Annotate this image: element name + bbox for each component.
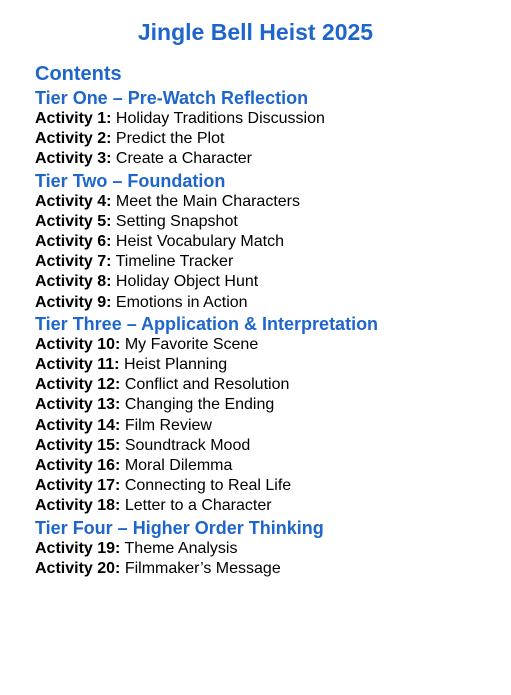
activity-title: Connecting to Real Life <box>124 477 292 495</box>
activity-title: Holiday Object Hunt <box>115 273 259 291</box>
activity-label: Activity 11: <box>35 356 120 374</box>
contents-heading: Contents <box>35 63 122 85</box>
activity-1 <box>35 109 505 129</box>
tier-four-heading: Tier Four – Higher Order Thinking <box>35 517 324 538</box>
activity-title: Timeline Tracker <box>115 253 234 271</box>
activity-5 <box>35 212 505 232</box>
activity-title: Emotions in Action <box>115 293 248 311</box>
activity-title: Theme Analysis <box>124 539 238 557</box>
activity-12 <box>35 375 505 395</box>
activity-15 <box>35 436 505 456</box>
activity-title: Changing the Ending <box>124 396 275 414</box>
activity-label: Activity 18: <box>35 497 121 515</box>
activity-16 <box>35 456 505 476</box>
activity-10 <box>35 335 505 355</box>
tier-two-heading: Tier Two – Foundation <box>35 170 226 191</box>
activity-title: Heist Planning <box>123 356 228 374</box>
tier-one-heading: Tier One – Pre-Watch Reflection <box>35 88 309 108</box>
activity-17 <box>35 476 505 496</box>
activity-18 <box>35 496 505 516</box>
activity-label: Activity 1: <box>35 110 112 127</box>
activity-title: My Favorite Scene <box>124 335 259 353</box>
activity-19 <box>35 539 505 559</box>
activity-title: Meet the Main Characters <box>115 192 300 210</box>
activity-label: Activity 9: <box>35 293 112 311</box>
activity-label: Activity 2: <box>35 130 112 148</box>
activity-label: Activity 14: <box>35 416 121 434</box>
activity-4 <box>35 192 505 212</box>
activity-2 <box>35 129 505 149</box>
activity-label: Activity 5: <box>35 212 112 230</box>
activity-title: Heist Vocabulary Match <box>115 233 284 251</box>
activity-7 <box>35 252 505 272</box>
activity-title: Filmmaker’s Message <box>124 559 281 577</box>
activity-title: Film Review <box>124 416 212 434</box>
tier-three-heading: Tier Three – Application & Interpretation <box>35 313 379 334</box>
activity-label: Activity 20: <box>35 559 121 577</box>
activity-label: Activity 7: <box>35 253 112 271</box>
activity-label: Activity 12: <box>35 376 121 394</box>
activity-title: Moral Dilemma <box>124 457 233 475</box>
table-of-contents <box>35 61 505 579</box>
activity-label: Activity 19: <box>35 539 121 557</box>
page-title: Jingle Bell Heist 2025 <box>137 19 374 45</box>
activity-14 <box>35 416 505 436</box>
activity-9 <box>35 293 505 313</box>
activity-label: Activity 10: <box>35 335 121 353</box>
activity-3 <box>35 149 505 169</box>
activity-title: Letter to a Character <box>124 497 272 515</box>
activity-label: Activity 15: <box>35 436 121 454</box>
activity-label: Activity 16: <box>35 457 121 475</box>
activity-title: Create a Character <box>115 150 252 168</box>
activity-title: Soundtrack Mood <box>124 436 251 454</box>
activity-title: Holiday Traditions Discussion <box>115 110 325 127</box>
activity-label: Activity 3: <box>35 150 112 168</box>
activity-title: Conflict and Resolution <box>124 376 290 394</box>
activity-20 <box>35 559 505 579</box>
activity-label: Activity 13: <box>35 396 121 414</box>
activity-label: Activity 8: <box>35 273 112 291</box>
activity-11 <box>35 355 505 375</box>
activity-label: Activity 4: <box>35 192 112 210</box>
activity-title: Setting Snapshot <box>115 212 238 230</box>
activity-6 <box>35 232 505 252</box>
activity-8 <box>35 272 505 292</box>
activity-label: Activity 6: <box>35 233 112 251</box>
activity-13 <box>35 395 505 415</box>
activity-label: Activity 17: <box>35 477 121 495</box>
activity-title: Predict the Plot <box>115 130 225 148</box>
